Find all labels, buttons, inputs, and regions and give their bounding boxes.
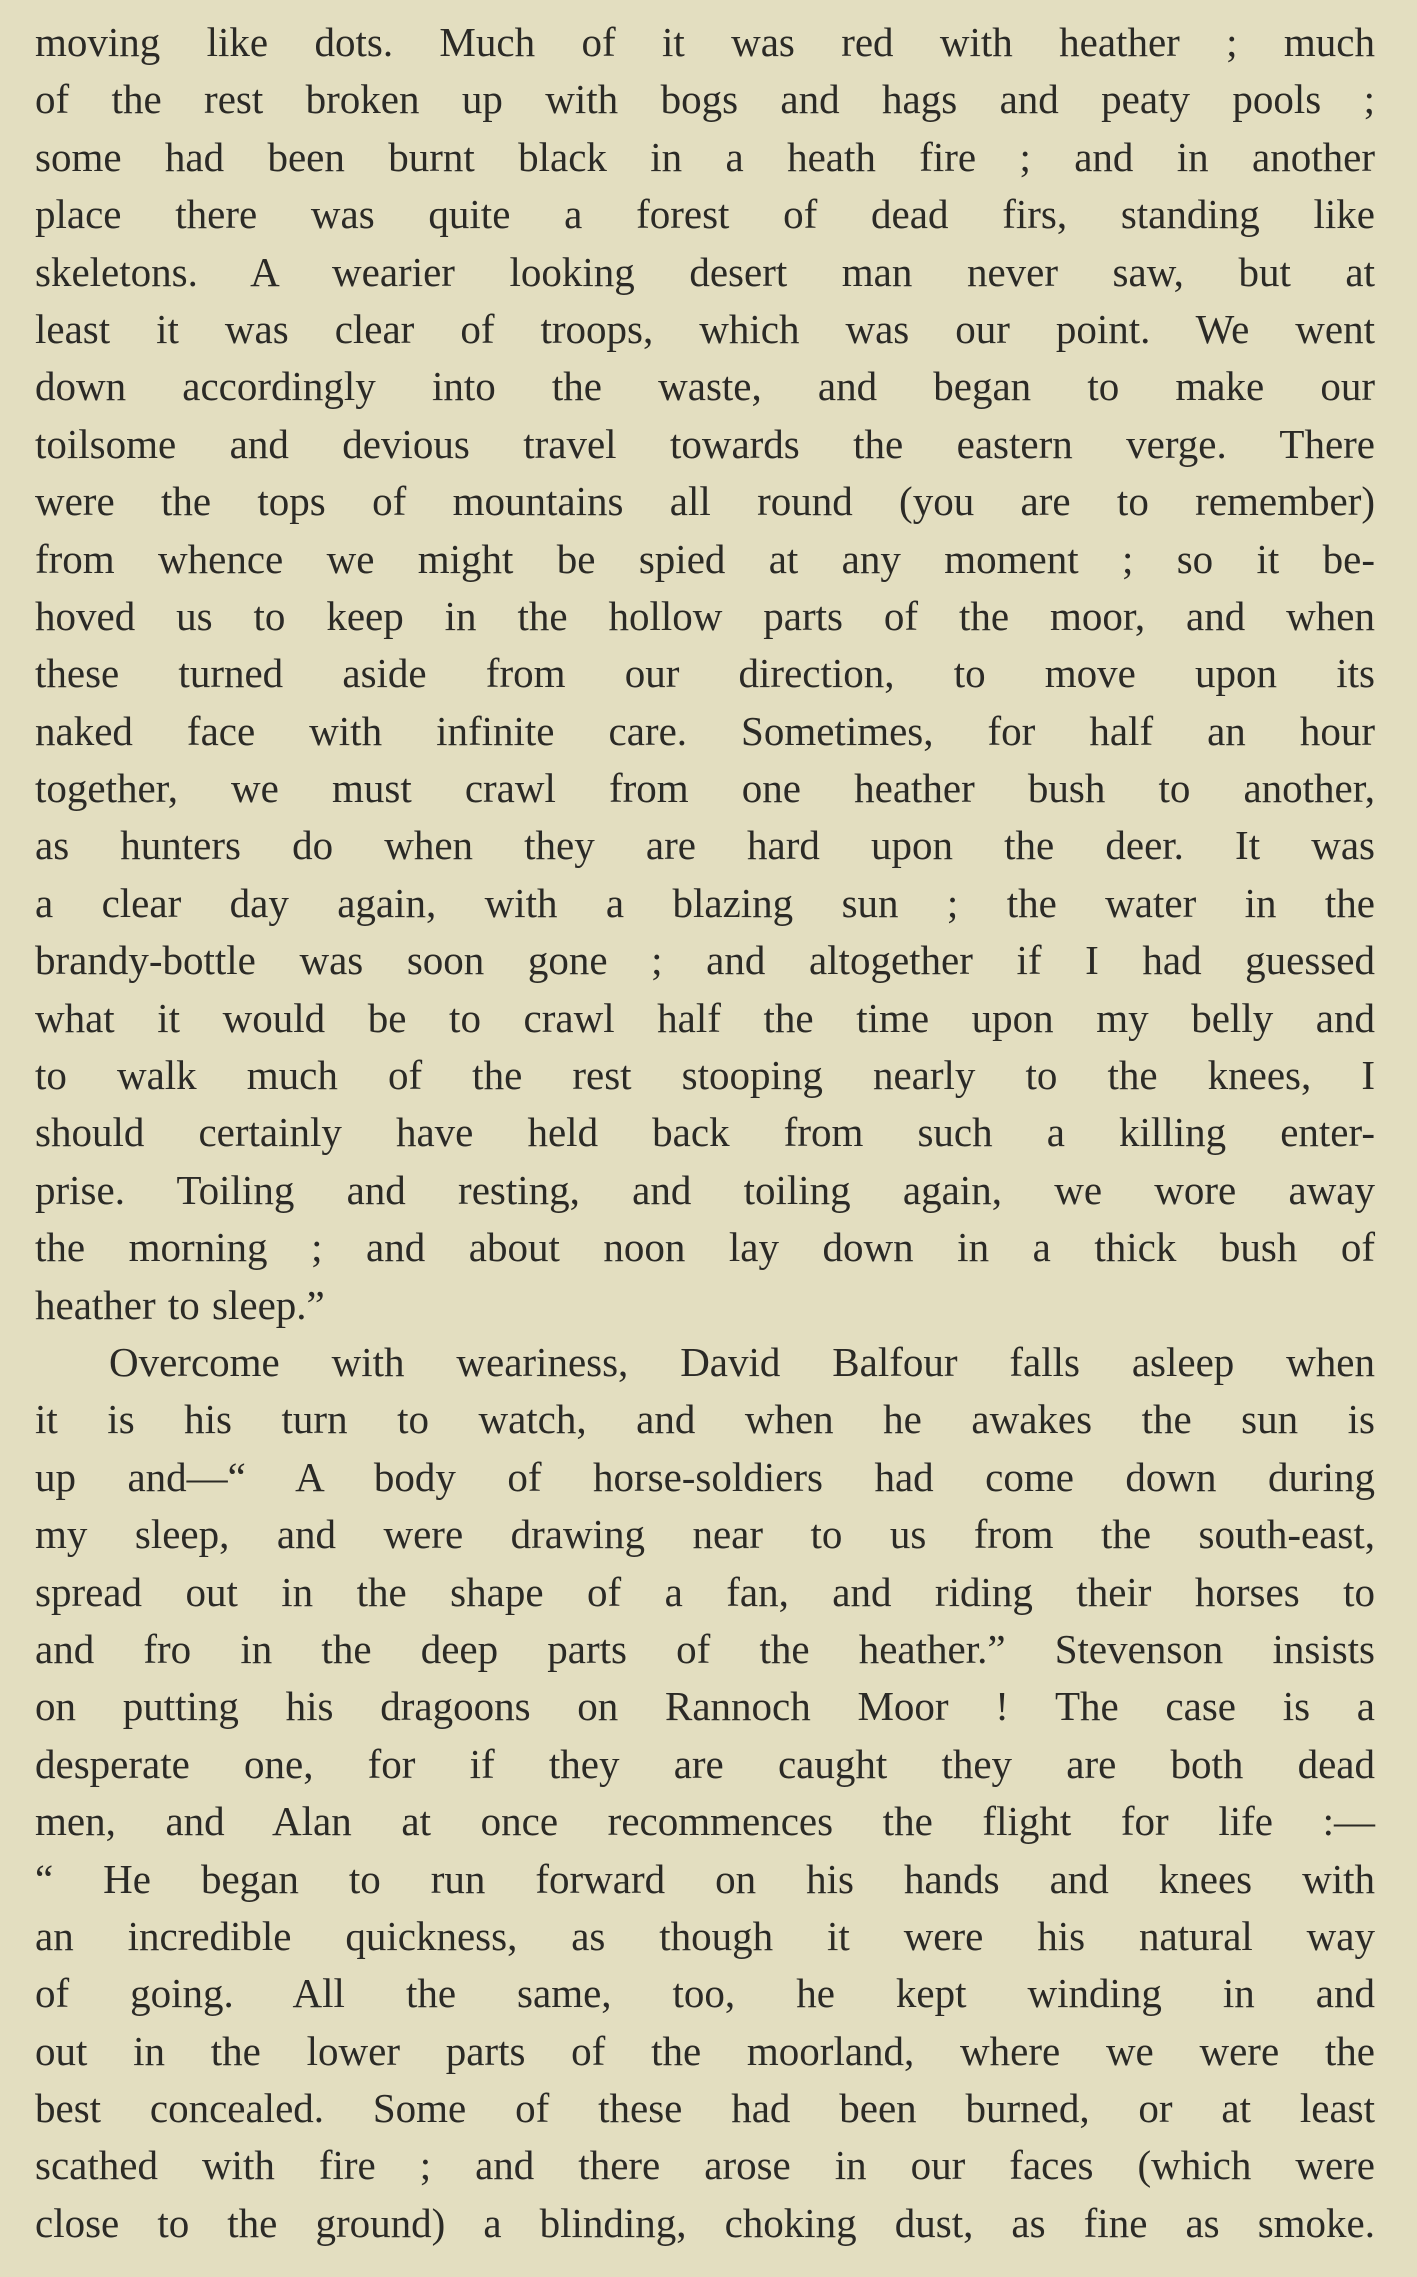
text-line: hoved us to keep in the hollow parts of the moor, and when (35, 592, 1375, 639)
text-line: prise. Toiling and resting, and toiling again, we wore away (35, 1166, 1375, 1213)
text-line: an incredible quickness, as though it were his natural way (35, 1912, 1375, 1959)
text-line: some had been burnt black in a heath fire ; and in another (35, 133, 1375, 180)
text-line: desperate one, for if they are caught they are both dead (35, 1740, 1375, 1787)
text-line: close to the ground) a blinding, choking dust, as fine as smoke. (35, 2199, 1375, 2246)
text-line: up and—“ A body of horse-soldiers had come down during (35, 1453, 1375, 1500)
text-line: place there was quite a forest of dead firs, standing like (35, 191, 1375, 238)
text-line: skeletons. A wearier looking desert man never saw, but at (35, 248, 1375, 295)
text-line: should certainly have held back from such a killing enter- (35, 1109, 1375, 1156)
book-page-text (35, 14, 1375, 2252)
text-line: spread out in the shape of a fan, and riding their horses to (35, 1568, 1375, 1615)
text-line: brandy-bottle was soon gone ; and altogether if I had guessed (35, 937, 1375, 984)
text-line: best concealed. Some of these had been burned, or at least (35, 2085, 1375, 2132)
text-line: Overcome with weariness, David Balfour falls asleep when (109, 1338, 1375, 1385)
text-line: what it would be to crawl half the time upon my belly and (35, 994, 1375, 1041)
text-line: my sleep, and were drawing near to us from the south-east, (35, 1511, 1375, 1558)
text-line: scathed with fire ; and there arose in our faces (which were (35, 2142, 1375, 2189)
text-line: men, and Alan at once recommences the flight for life :— (35, 1798, 1375, 1845)
text-line: together, we must crawl from one heather bush to another, (35, 765, 1375, 812)
text-line: “ He began to run forward on his hands and knees with (35, 1855, 1375, 1902)
text-line: least it was clear of troops, which was our point. We went (35, 305, 1375, 352)
text-line: toilsome and devious travel towards the eastern verge. There (35, 420, 1375, 467)
text-line: on putting his dragoons on Rannoch Moor ! The case is a (35, 1683, 1375, 1730)
text-line: it is his turn to watch, and when he awakes the sun is (35, 1396, 1375, 1443)
text-line: were the tops of mountains all round (you are to remember) (35, 478, 1375, 525)
text-line: of going. All the same, too, he kept winding in and (35, 1970, 1375, 2017)
text-line: as hunters do when they are hard upon the deer. It was (35, 822, 1375, 869)
text-line: from whence we might be spied at any moment ; so it be- (35, 535, 1375, 582)
text-line: a clear day again, with a blazing sun ; the water in the (35, 879, 1375, 926)
text-line: moving like dots. Much of it was red with heather ; much (35, 19, 1375, 65)
text-line: and fro in the deep parts of the heather.” Stevenson insists (35, 1625, 1375, 1672)
text-line: out in the lower parts of the moorland, where we were the (35, 2027, 1375, 2074)
text-line: the morning ; and about noon lay down in a thick bush of (35, 1224, 1375, 1271)
text-line: these turned aside from our direction, to move upon its (35, 650, 1375, 697)
text-line: down accordingly into the waste, and began to make our (35, 363, 1375, 410)
text-line: naked face with infinite care. Sometimes, for half an hour (35, 707, 1375, 754)
text-line: of the rest broken up with bogs and hags and peaty pools ; (35, 76, 1375, 123)
text-line: heather to sleep.” (35, 1281, 325, 1328)
text-line: to walk much of the rest stooping nearly to the knees, I (35, 1052, 1375, 1099)
